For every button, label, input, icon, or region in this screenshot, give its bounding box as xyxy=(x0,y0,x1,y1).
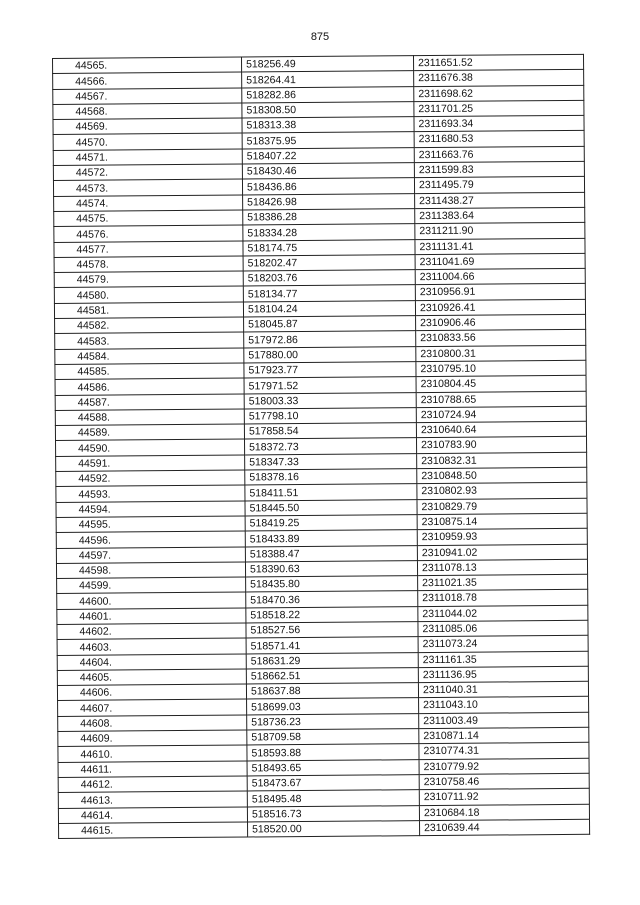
y-coordinate-cell: 2311599.83 xyxy=(414,161,584,178)
y-coordinate-cell: 2310711.92 xyxy=(419,789,589,806)
x-coordinate-cell: 518430.46 xyxy=(242,163,414,180)
x-coordinate-cell: 518372.73 xyxy=(245,438,417,455)
x-coordinate-cell: 518388.47 xyxy=(245,545,417,562)
x-coordinate-cell: 518662.51 xyxy=(246,668,418,685)
y-coordinate-cell: 2311078.13 xyxy=(417,559,587,576)
point-id-cell: 44599. xyxy=(57,577,246,594)
x-coordinate-cell: 518493.65 xyxy=(247,759,419,776)
y-coordinate-cell: 2311003.49 xyxy=(419,712,589,729)
point-id-cell: 44607. xyxy=(58,699,247,716)
point-id-cell: 44586. xyxy=(55,378,244,395)
x-coordinate-cell: 518516.73 xyxy=(247,805,419,822)
x-coordinate-cell: 518203.76 xyxy=(243,270,415,287)
y-coordinate-cell: 2311693.34 xyxy=(414,116,584,133)
y-coordinate-cell: 2311663.76 xyxy=(414,146,584,163)
y-coordinate-cell: 2310783.90 xyxy=(416,437,586,454)
point-id-cell: 44596. xyxy=(56,531,245,548)
y-coordinate-cell: 2310800.31 xyxy=(416,345,586,362)
point-id-cell: 44573. xyxy=(53,179,242,196)
y-coordinate-cell: 2310802.93 xyxy=(417,483,587,500)
point-id-cell: 44571. xyxy=(53,149,242,166)
point-id-cell: 44601. xyxy=(57,608,246,625)
table-row xyxy=(59,819,590,838)
point-id-cell: 44578. xyxy=(54,256,243,273)
y-coordinate-cell: 2311073.24 xyxy=(418,636,588,653)
point-id-cell: 44582. xyxy=(55,317,244,334)
x-coordinate-cell: 518593.88 xyxy=(247,744,419,761)
x-coordinate-cell: 518256.49 xyxy=(241,56,413,73)
x-coordinate-cell: 518386.28 xyxy=(243,209,415,226)
x-coordinate-cell: 518174.75 xyxy=(243,239,415,256)
y-coordinate-cell: 2311161.35 xyxy=(418,651,588,668)
y-coordinate-cell: 2311043.10 xyxy=(419,697,589,714)
coordinates-table xyxy=(52,54,590,839)
x-coordinate-cell: 518407.22 xyxy=(242,147,414,164)
y-coordinate-cell: 2311383.64 xyxy=(415,207,585,224)
point-id-cell: 44600. xyxy=(57,592,246,609)
y-coordinate-cell: 2311676.38 xyxy=(414,70,584,87)
point-id-cell: 44610. xyxy=(58,745,247,762)
x-coordinate-cell: 518637.88 xyxy=(246,683,418,700)
x-coordinate-cell: 518631.29 xyxy=(246,652,418,669)
x-coordinate-cell: 518445.50 xyxy=(245,499,417,516)
x-coordinate-cell: 518435.80 xyxy=(246,576,418,593)
point-id-cell: 44575. xyxy=(54,210,243,227)
y-coordinate-cell: 2311211.90 xyxy=(415,223,585,240)
point-id-cell: 44565. xyxy=(53,57,242,74)
y-coordinate-cell: 2310941.02 xyxy=(417,544,587,561)
x-coordinate-cell: 518495.48 xyxy=(247,790,419,807)
point-id-cell: 44606. xyxy=(57,684,246,701)
point-id-cell: 44614. xyxy=(58,807,247,824)
y-coordinate-cell: 2310833.56 xyxy=(416,330,586,347)
x-coordinate-cell: 518470.36 xyxy=(246,591,418,608)
point-id-cell: 44603. xyxy=(57,638,246,655)
point-id-cell: 44570. xyxy=(53,133,242,150)
x-coordinate-cell: 518436.86 xyxy=(242,178,414,195)
y-coordinate-cell: 2311651.52 xyxy=(413,54,583,71)
y-coordinate-cell: 2311698.62 xyxy=(414,85,584,102)
y-coordinate-cell: 2310829.79 xyxy=(417,498,587,515)
point-id-cell: 44587. xyxy=(55,394,244,411)
x-coordinate-cell: 518378.16 xyxy=(245,469,417,486)
y-coordinate-cell: 2311004.66 xyxy=(415,268,585,285)
y-coordinate-cell: 2311495.79 xyxy=(414,177,584,194)
point-id-cell: 44597. xyxy=(56,546,245,563)
coordinates-table-body xyxy=(53,54,590,838)
x-coordinate-cell: 518347.33 xyxy=(245,453,417,470)
y-coordinate-cell: 2311041.69 xyxy=(415,253,585,270)
point-id-cell: 44566. xyxy=(53,72,242,89)
x-coordinate-cell: 518419.25 xyxy=(245,515,417,532)
y-coordinate-cell: 2311131.41 xyxy=(415,238,585,255)
x-coordinate-cell: 518003.33 xyxy=(244,392,416,409)
y-coordinate-cell: 2310640.64 xyxy=(416,421,586,438)
x-coordinate-cell: 518571.41 xyxy=(246,637,418,654)
x-coordinate-cell: 518313.38 xyxy=(242,117,414,134)
y-coordinate-cell: 2310804.45 xyxy=(416,376,586,393)
point-id-cell: 44605. xyxy=(57,669,246,686)
y-coordinate-cell: 2310774.31 xyxy=(419,743,589,760)
y-coordinate-cell: 2310724.94 xyxy=(416,406,586,423)
y-coordinate-cell: 2310956.91 xyxy=(415,284,585,301)
point-id-cell: 44591. xyxy=(56,455,245,472)
x-coordinate-cell: 517880.00 xyxy=(244,346,416,363)
y-coordinate-cell: 2310779.92 xyxy=(419,758,589,775)
point-id-cell: 44615. xyxy=(59,822,248,839)
point-id-cell: 44583. xyxy=(55,332,244,349)
x-coordinate-cell: 518411.51 xyxy=(245,484,417,501)
y-coordinate-cell: 2311438.27 xyxy=(415,192,585,209)
y-coordinate-cell: 2310795.10 xyxy=(416,360,586,377)
point-id-cell: 44598. xyxy=(56,562,245,579)
y-coordinate-cell: 2310875.14 xyxy=(417,513,587,530)
y-coordinate-cell: 2311018.78 xyxy=(418,590,588,607)
point-id-cell: 44569. xyxy=(53,118,242,135)
y-coordinate-cell: 2310926.41 xyxy=(415,299,585,316)
y-coordinate-cell: 2310832.31 xyxy=(417,452,587,469)
x-coordinate-cell: 518308.50 xyxy=(242,102,414,119)
y-coordinate-cell: 2310848.50 xyxy=(417,467,587,484)
y-coordinate-cell: 2311701.25 xyxy=(414,100,584,117)
point-id-cell: 44588. xyxy=(55,409,244,426)
y-coordinate-cell: 2310906.46 xyxy=(416,314,586,331)
point-id-cell: 44593. xyxy=(56,485,245,502)
y-coordinate-cell: 2310758.46 xyxy=(419,773,589,790)
x-coordinate-cell: 518282.86 xyxy=(242,86,414,103)
point-id-cell: 44608. xyxy=(58,715,247,732)
point-id-cell: 44572. xyxy=(53,164,242,181)
x-coordinate-cell: 517971.52 xyxy=(244,377,416,394)
y-coordinate-cell: 2311021.35 xyxy=(418,574,588,591)
point-id-cell: 44574. xyxy=(54,195,243,212)
x-coordinate-cell: 518045.87 xyxy=(244,316,416,333)
x-coordinate-cell: 518202.47 xyxy=(243,255,415,272)
y-coordinate-cell: 2311040.31 xyxy=(418,681,588,698)
x-coordinate-cell: 517798.10 xyxy=(244,407,416,424)
x-coordinate-cell: 518699.03 xyxy=(247,698,419,715)
point-id-cell: 44590. xyxy=(56,439,245,456)
point-id-cell: 44568. xyxy=(53,103,242,120)
point-id-cell: 44612. xyxy=(58,776,247,793)
x-coordinate-cell: 518134.77 xyxy=(243,285,415,302)
point-id-cell: 44577. xyxy=(54,241,243,258)
x-coordinate-cell: 518518.22 xyxy=(246,606,418,623)
x-coordinate-cell: 517972.86 xyxy=(244,331,416,348)
x-coordinate-cell: 518473.67 xyxy=(247,775,419,792)
y-coordinate-cell: 2310684.18 xyxy=(419,804,589,821)
x-coordinate-cell: 518520.00 xyxy=(248,820,420,837)
point-id-cell: 44613. xyxy=(58,791,247,808)
y-coordinate-cell: 2311680.53 xyxy=(414,131,584,148)
x-coordinate-cell: 518104.24 xyxy=(243,300,415,317)
y-coordinate-cell: 2311044.02 xyxy=(418,605,588,622)
point-id-cell: 44592. xyxy=(56,470,245,487)
point-id-cell: 44584. xyxy=(55,348,244,365)
coordinates-table-container xyxy=(52,54,570,839)
point-id-cell: 44579. xyxy=(54,271,243,288)
y-coordinate-cell: 2311136.95 xyxy=(418,666,588,683)
x-coordinate-cell: 517858.54 xyxy=(244,423,416,440)
y-coordinate-cell: 2310788.65 xyxy=(416,391,586,408)
point-id-cell: 44594. xyxy=(56,501,245,518)
x-coordinate-cell: 518433.89 xyxy=(245,530,417,547)
point-id-cell: 44589. xyxy=(55,424,244,441)
x-coordinate-cell: 518264.41 xyxy=(242,71,414,88)
x-coordinate-cell: 518527.56 xyxy=(246,622,418,639)
point-id-cell: 44567. xyxy=(53,88,242,105)
point-id-cell: 44604. xyxy=(57,654,246,671)
point-id-cell: 44585. xyxy=(55,363,244,380)
point-id-cell: 44602. xyxy=(57,623,246,640)
point-id-cell: 44595. xyxy=(56,516,245,533)
point-id-cell: 44609. xyxy=(58,730,247,747)
x-coordinate-cell: 518334.28 xyxy=(243,224,415,241)
point-id-cell: 44581. xyxy=(54,302,243,319)
x-coordinate-cell: 518709.58 xyxy=(247,729,419,746)
point-id-cell: 44580. xyxy=(54,286,243,303)
point-id-cell: 44611. xyxy=(58,761,247,778)
x-coordinate-cell: 518736.23 xyxy=(247,713,419,730)
y-coordinate-cell: 2310639.44 xyxy=(419,819,589,836)
y-coordinate-cell: 2310959.93 xyxy=(417,529,587,546)
y-coordinate-cell: 2311085.06 xyxy=(418,620,588,637)
x-coordinate-cell: 518375.95 xyxy=(242,132,414,149)
x-coordinate-cell: 518426.98 xyxy=(243,193,415,210)
point-id-cell: 44576. xyxy=(54,225,243,242)
x-coordinate-cell: 518390.63 xyxy=(245,560,417,577)
page-number: 875 xyxy=(310,31,330,43)
x-coordinate-cell: 517923.77 xyxy=(244,362,416,379)
y-coordinate-cell: 2310871.14 xyxy=(419,727,589,744)
